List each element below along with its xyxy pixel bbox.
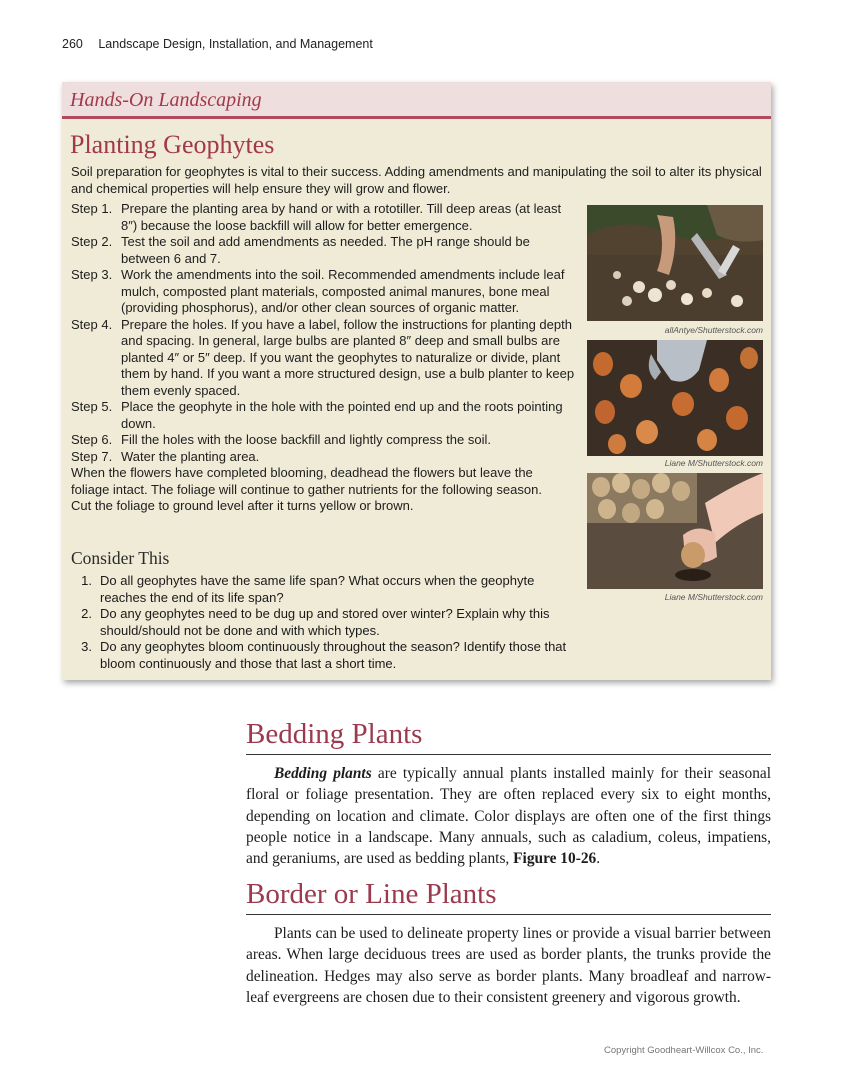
- step-text: Test the soil and add amendments as needed. The pH range should be between 6 and 7.: [121, 234, 530, 266]
- photo-tulip-bulbs: [587, 340, 763, 456]
- question-item: [71, 639, 571, 672]
- step-label: Step 6.: [71, 432, 113, 447]
- step-text: Work the amendments into the soil. Recommended amendments include leaf mulch, composted plant materials, composted animal manures, bone meal (providing phosphorus), and/or other clean sources of organic matter.: [121, 267, 565, 315]
- figure-reference[interactable]: Figure 10-26: [513, 850, 597, 868]
- feature-title: Planting Geophytes: [70, 130, 275, 159]
- running-head: [62, 37, 373, 51]
- question-text: Do any geophytes need to be dug up and stored over winter? Explain why this should/should not be done and with which types.: [100, 606, 550, 638]
- step-item: [71, 432, 576, 449]
- placing-bulb-illustration: [587, 473, 763, 589]
- question-item: [71, 606, 571, 639]
- page-number: 260: [62, 37, 83, 51]
- step-label: Step 3.: [71, 267, 113, 282]
- feature-intro: Soil preparation for geophytes is vital to their success. Adding amendments and manipulating the soil to alter its physical and chemical properties will help ensure they will grow and flower.: [71, 164, 762, 196]
- hands-on-feature-box: [62, 82, 771, 680]
- step-item: [71, 267, 576, 317]
- question-number: 3.: [81, 639, 92, 654]
- photo-credit: Liane M/Shutterstock.com: [664, 592, 763, 602]
- step-item: [71, 317, 576, 400]
- consider-this-list: [71, 573, 571, 672]
- step-text: Water the planting area.: [121, 448, 260, 464]
- steps-list: [71, 201, 576, 465]
- photo-credit: Liane M/Shutterstock.com: [664, 458, 763, 468]
- photo-credit: allAntye/Shutterstock.com: [664, 325, 763, 335]
- tulip-bulbs-illustration: [587, 340, 763, 456]
- step-item: [71, 399, 576, 432]
- step-label: Step 2.: [71, 234, 113, 249]
- step-label: Step 5.: [71, 399, 113, 414]
- step-item: [71, 449, 576, 466]
- feature-band: [62, 82, 771, 119]
- border-plants-heading: Border or Line Plants: [246, 878, 771, 915]
- border-plants-paragraph: Plants can be used to delineate property lines or provide a visual barrier between areas. When large deciduous trees are used as border plants, the trunks provide the delineation. Hedges may also serve as border plants. Many broadleaf and narrow-leaf evergreens are chosen due to their consistent greenery and vigorous growth.: [246, 925, 771, 1006]
- book-title: Landscape Design, Installation, and Management: [98, 37, 373, 51]
- photo-planting-with-trowel: [587, 205, 763, 321]
- question-number: 2.: [81, 606, 92, 621]
- aftercare-paragraph: When the flowers have completed blooming, deadhead the flowers but leave the foliage intact. The foliage will continue to gather nutrients for the following season. Cut the foliage to ground level after it turns yellow or brown.: [71, 465, 542, 513]
- feature-band-label: Hands-On Landscaping: [70, 89, 262, 111]
- step-text: Prepare the holes. If you have a label, follow the instructions for planting depth and spacing. In general, large bulbs are planted 8″ deep and small bulbs are planted 4″ or 5″ deep. If you want the geophytes to naturalize or divide, plant them by hand. If you want a more structured design, use a bulb planter to keep them evenly spaced.: [121, 316, 575, 398]
- copyright-notice: Copyright Goodheart-Willcox Co., Inc.: [604, 1045, 764, 1056]
- key-term: Bedding plants: [274, 765, 372, 782]
- question-text: Do all geophytes have the same life span? What occurs when the geophyte reaches the end of its life span?: [100, 573, 535, 605]
- bedding-plants-heading: Bedding Plants: [246, 718, 771, 755]
- step-text: Fill the holes with the loose backfill and lightly compress the soil.: [121, 432, 491, 447]
- step-label: Step 4.: [71, 316, 113, 332]
- step-label: Step 7.: [71, 448, 113, 464]
- bedding-body-text: are typically annual plants installed mainly for their seasonal floral or foliage presentation. They are often replaced every six to eight months, depending on location and climate. Color displays are often one of the first things people notice in a landscape. Many annuals, such as caladium, coleus, impatiens, and geraniums, are used as bedding plants,: [246, 765, 771, 868]
- step-item: [71, 234, 576, 267]
- bedding-plants-paragraph: [246, 763, 771, 869]
- question-text: Do any geophytes bloom continuously throughout the season? Identify those that bloom continuously and those that last a short time.: [100, 639, 567, 671]
- trowel-photo-illustration: [587, 205, 763, 321]
- question-item: [71, 573, 571, 606]
- sentence-end: .: [596, 850, 601, 868]
- step-item: [71, 201, 576, 234]
- step-text: Place the geophyte in the hole with the pointed end up and the roots pointing down.: [121, 399, 563, 431]
- step-label: Step 1.: [71, 201, 113, 216]
- step-text: Prepare the planting area by hand or with a rototiller. Till deep areas (at least 8″) because the loose backfill will allow for better emergence.: [121, 201, 562, 233]
- consider-this-heading: Consider This: [71, 548, 170, 568]
- question-number: 1.: [81, 573, 92, 588]
- photo-placing-bulb: [587, 473, 763, 589]
